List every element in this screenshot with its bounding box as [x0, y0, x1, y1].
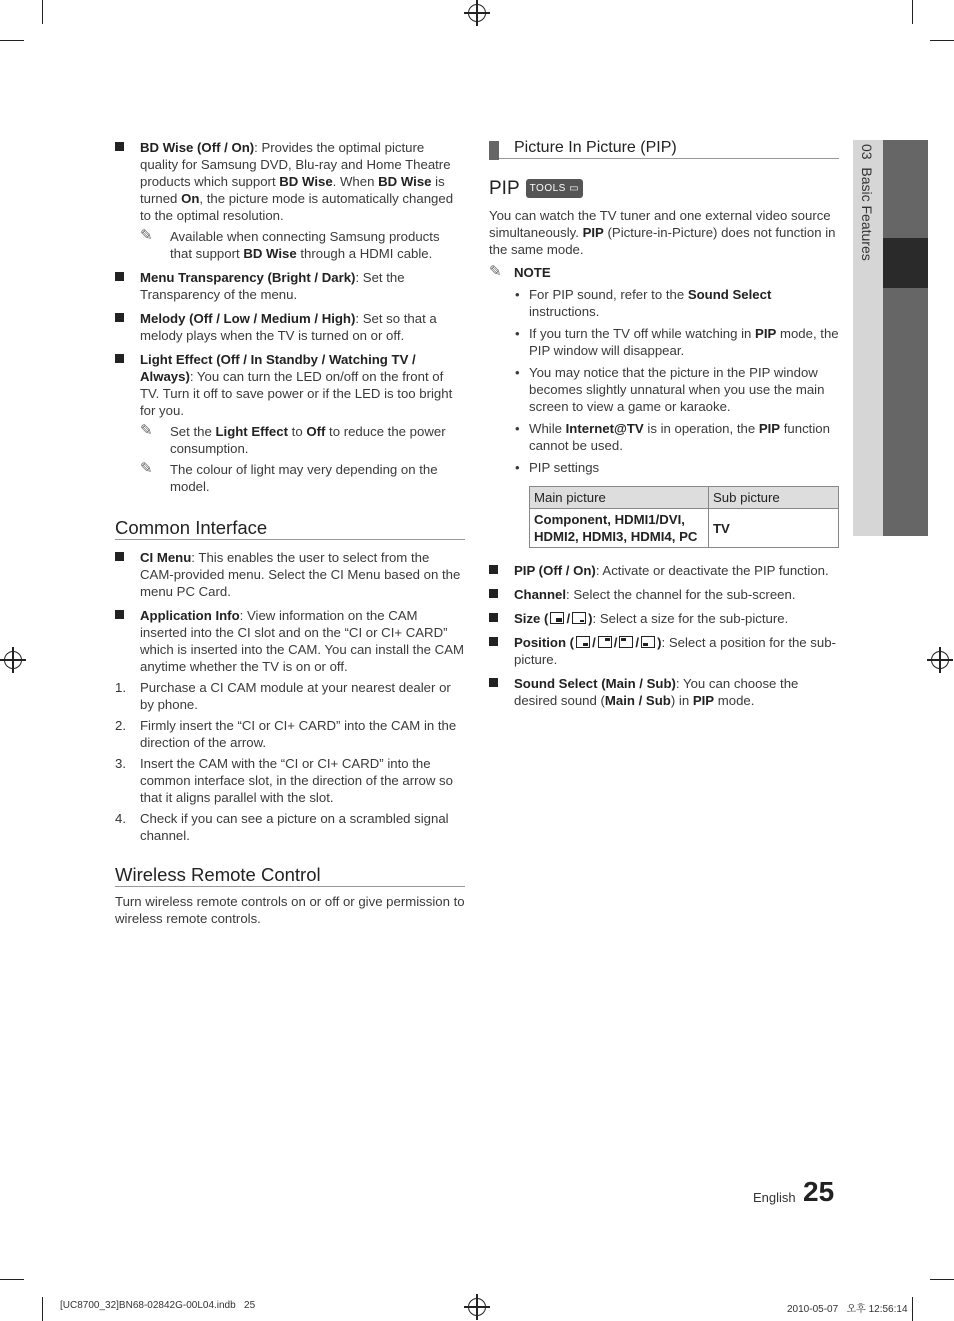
bullet-square-icon: [489, 565, 498, 574]
menu-transparency-item: [115, 269, 465, 303]
note-bullet: [515, 286, 839, 320]
step-number: 2.: [115, 718, 126, 733]
item-text: . When: [332, 174, 379, 189]
registration-mark-icon: [931, 651, 949, 669]
paren-close: ): [657, 635, 662, 650]
pencil-icon: ✎: [140, 460, 153, 477]
table-cell-sub: TV: [709, 509, 839, 548]
pip-section-header: [489, 139, 839, 159]
table-header-main: Main picture: [530, 487, 709, 509]
left-column: [115, 139, 465, 927]
note-text: through a HDMI cable.: [296, 246, 433, 261]
item-bold: Main / Sub: [604, 693, 671, 708]
bullet-square-icon: [489, 678, 498, 687]
tools-icon: ▭: [569, 183, 580, 194]
side-tab-active-marker: [883, 238, 928, 288]
position-item: [489, 634, 839, 668]
bullet-square-icon: [115, 313, 124, 322]
crop-mark: [930, 40, 954, 41]
step-number: 4.: [115, 811, 126, 826]
step-number: 3.: [115, 756, 126, 771]
note-text: to: [288, 424, 307, 439]
item-title: CI Menu: [140, 550, 192, 565]
item-bold: BD Wise: [378, 174, 432, 189]
crop-mark: [42, 1297, 43, 1321]
note-text: Set the: [170, 424, 216, 439]
item-bold: BD Wise: [279, 174, 333, 189]
item-title: PIP (Off / On): [514, 563, 596, 578]
side-tab-bar: [883, 140, 928, 536]
registration-mark-icon: [468, 4, 486, 22]
bullet-text: While: [529, 421, 566, 436]
item-title: Melody (Off / Low / Medium / High): [140, 311, 356, 326]
bullet-text: If you turn the TV off while watching in: [529, 326, 756, 341]
separator: /: [613, 635, 618, 650]
item-text: is turned: [140, 174, 445, 206]
paren-close: ): [588, 611, 593, 626]
note-bold: Light Effect: [215, 424, 288, 439]
item-title: BD Wise (Off / On): [140, 140, 255, 155]
tools-label: TOOLS: [529, 183, 566, 194]
item-text: : Set so that a melody plays when the TV is turned on or off.: [140, 311, 437, 343]
note-bullets: [515, 286, 839, 548]
bullet-square-icon: [489, 637, 498, 646]
separator: /: [635, 635, 640, 650]
registration-mark-icon: [4, 651, 22, 669]
chapter-title: Basic Features: [859, 167, 875, 261]
size-small-icon: [572, 612, 586, 624]
bullet-square-icon: [489, 613, 498, 622]
note: [140, 228, 465, 262]
bullet-square-icon: [115, 354, 124, 363]
table-row: [530, 509, 839, 548]
step-item: [115, 679, 465, 713]
application-info-item: [115, 607, 465, 675]
size-item: [489, 610, 839, 627]
right-column: [489, 139, 839, 716]
item-text: : View information on the CAM inserted into the CI slot and on the “CI or CI+ CARD” which is inserted into the CAM. You can install the CAM anytime whether the TV is on or off.: [140, 608, 464, 674]
footer-language: English: [753, 1190, 796, 1205]
note: [140, 423, 465, 457]
step-item: [115, 755, 465, 806]
crop-mark: [912, 1297, 913, 1321]
pencil-icon: ✎: [489, 263, 502, 280]
crop-mark: [0, 40, 24, 41]
note-text: Available when connecting Samsung products that support: [170, 229, 440, 261]
wireless-remote-heading: Wireless Remote Control: [115, 866, 465, 887]
ci-menu-item: [115, 549, 465, 600]
side-tab-label: [857, 144, 877, 261]
bullet-text: You may notice that the picture in the PIP window becomes slightly unnatural when you use the main screen to view a game or karaoke.: [529, 365, 825, 414]
note-bullet: [515, 420, 839, 454]
crop-mark: [930, 1279, 954, 1280]
step-text: Purchase a CI CAM module at your nearest dealer or by phone.: [140, 680, 451, 712]
note-bullet: [515, 325, 839, 359]
position-top-right-icon: [598, 636, 612, 648]
print-timestamp: 2010-05-07 오후 12:56:14: [787, 1304, 908, 1315]
sound-select-item: [489, 675, 839, 709]
note: [140, 461, 465, 495]
table-header-row: [530, 487, 839, 509]
item-bold: On: [181, 191, 200, 206]
pencil-icon: ✎: [140, 422, 153, 439]
item-text: : This enables the user to select from the CAM-provided menu. Select the CI Menu based on the menu PC Card.: [140, 550, 461, 599]
step-number: 1.: [115, 680, 126, 695]
position-top-left-icon: [619, 636, 633, 648]
note-bullet: [515, 459, 839, 476]
bullet-bold: PIP: [755, 326, 777, 341]
bullet-text: mode, the PIP window will disappear.: [529, 326, 839, 358]
bullet-square-icon: [115, 610, 124, 619]
note-header: [489, 264, 839, 281]
crop-mark: [912, 0, 913, 24]
item-bold: PIP: [692, 693, 715, 708]
crop-mark: [42, 0, 43, 24]
bd-wise-item: [115, 139, 465, 262]
intro-text: (Picture-in-Picture) does not function in the same mode.: [489, 225, 836, 257]
item-text: : You can choose the desired sound (: [514, 676, 799, 708]
note-label: NOTE: [514, 265, 551, 280]
position-bottom-left-icon: [641, 636, 655, 648]
item-title: Menu Transparency (Bright / Dark): [140, 270, 356, 285]
chapter-number: 03: [859, 144, 875, 160]
tools-badge: [526, 179, 583, 198]
pip-onoff-item: [489, 562, 839, 579]
bullet-square-icon: [489, 589, 498, 598]
bullet-text: is in operation, the: [643, 421, 759, 436]
item-text: : Select a size for the sub-picture.: [592, 611, 789, 626]
separator: /: [592, 635, 596, 650]
item-text: mode.: [714, 693, 755, 708]
intro-text: You can watch the TV tuner and one external video source simultaneously.: [489, 208, 831, 240]
step-text: Firmly insert the “CI or CI+ CARD” into the CAM in the direction of the arrow.: [140, 718, 457, 750]
bullet-bold: Internet@TV: [565, 421, 644, 436]
item-title: Light Effect (Off / In Standby / Watching TV / Always): [140, 352, 416, 384]
side-tab: [853, 140, 883, 536]
separator: /: [566, 611, 571, 626]
bullet-text: instructions.: [529, 304, 600, 319]
channel-item: [489, 586, 839, 603]
step-item: [115, 810, 465, 844]
item-title: Position (: [514, 635, 575, 650]
item-text: : Set the Transparency of the menu.: [140, 270, 405, 302]
note-bold: BD Wise: [243, 246, 297, 261]
item-title: Sound Select (Main / Sub): [514, 676, 676, 691]
step-text: Insert the CAM with the “CI or CI+ CARD” into the common interface slot, in the direction of the arrow so that it aligns parallel with the slot.: [140, 756, 453, 805]
item-text: : Select the channel for the sub-screen.: [566, 587, 796, 602]
item-title: Application Info: [140, 608, 240, 623]
wireless-remote-text: Turn wireless remote controls on or off or give permission to wireless remote controls.: [115, 894, 465, 926]
bullet-bold: Sound Select: [687, 287, 772, 302]
step-text: Check if you can see a picture on a scrambled signal channel.: [140, 811, 449, 843]
size-large-icon: [550, 612, 564, 624]
table-cell-main: Component, HDMI1/DVI, HDMI2, HDMI3, HDMI4, PC: [530, 509, 709, 548]
print-file-info: [UC8700_32]BN68-02842G-00L04.indb 25: [60, 1300, 256, 1311]
item-text: : Select a position for the sub-picture.: [514, 635, 836, 667]
note-bold: Off: [306, 424, 326, 439]
bullet-square-icon: [115, 272, 124, 281]
crop-mark: [0, 1279, 24, 1280]
note-text: to reduce the power consumption.: [170, 424, 446, 456]
bullet-square-icon: [115, 552, 124, 561]
pencil-icon: ✎: [140, 227, 153, 244]
bullet-square-icon: [115, 142, 124, 151]
section-marker-icon: [489, 141, 499, 160]
pip-settings-table: [529, 486, 839, 548]
table-header-sub: Sub picture: [709, 487, 839, 509]
pip-intro: [489, 207, 839, 258]
bullet-text: PIP settings: [529, 460, 600, 475]
item-title: Size (: [514, 611, 549, 626]
section-title: Picture In Picture (PIP): [514, 139, 677, 156]
item-text: : Activate or deactivate the PIP function.: [595, 563, 829, 578]
intro-bold: PIP: [582, 225, 604, 240]
item-text: : You can turn the LED on/off on the front of TV. Turn it off to save power or if the LED is too bright for you.: [140, 369, 453, 418]
note-text: The colour of light may very depending on the model.: [170, 462, 438, 494]
item-text: ) in: [670, 693, 693, 708]
position-bottom-right-icon: [576, 636, 590, 648]
note-bullet: [515, 364, 839, 415]
step-item: [115, 717, 465, 751]
item-title: Channel: [514, 587, 567, 602]
item-text: : Provides the optimal picture quality for Samsung DVD, Blu-ray and Home Theatre products which support: [140, 140, 451, 189]
pip-heading-row: [489, 179, 839, 198]
bullet-text: function cannot be used.: [529, 421, 830, 453]
pip-heading: PIP: [489, 178, 520, 199]
bullet-text: For PIP sound, refer to the: [529, 287, 688, 302]
page-number: 25: [803, 1176, 835, 1207]
melody-item: [115, 310, 465, 344]
common-interface-heading: Common Interface: [115, 519, 465, 540]
registration-mark-icon: [468, 1298, 486, 1316]
light-effect-item: [115, 351, 465, 495]
item-text: , the picture mode is automatically changed to the optimal resolution.: [140, 191, 454, 223]
bullet-bold: PIP: [758, 421, 781, 436]
